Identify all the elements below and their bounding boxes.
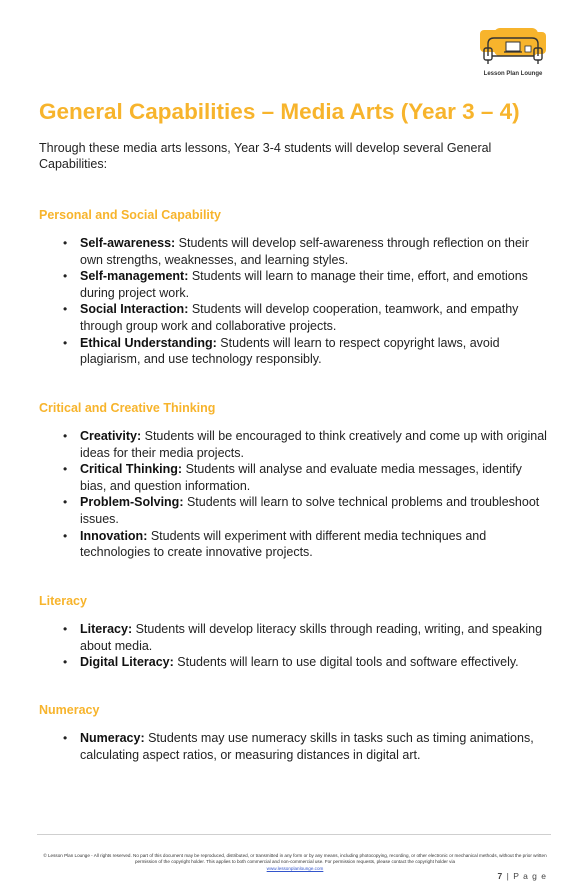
list-item	[39, 621, 549, 654]
footer-divider	[37, 834, 551, 835]
brand-name: Lesson Plan Lounge	[483, 71, 543, 77]
section-personal-social	[39, 208, 549, 368]
list-item	[39, 494, 549, 527]
item-text: Students will experiment with different media techniques and technologies to create innovative projects.	[80, 528, 487, 560]
section-literacy	[39, 594, 549, 671]
bullet-icon: •	[63, 731, 68, 745]
copyright-text: © Lesson Plan Lounge - All rights reserved. No part of this document may be reproduced, distributed, or transmitted in any form or by any means, including photocopying, recording, or other electronic or mechanical methods, without the prior written permission of the copyright holder. This applies to both commercial and non-commercial use. For permission requests, please contact the copyright holder via	[43, 853, 547, 865]
list-item	[39, 335, 549, 368]
bullet-icon: •	[63, 236, 68, 250]
item-term: Critical Thinking:	[80, 462, 183, 477]
bullet-icon: •	[63, 655, 68, 670]
capability-list	[39, 621, 549, 671]
section-heading: Personal and Social Capability	[39, 208, 222, 222]
section-heading: Numeracy	[39, 703, 100, 717]
bullet-icon: •	[63, 528, 68, 543]
item-term: Creativity:	[80, 429, 142, 443]
item-term: Innovation:	[80, 528, 148, 543]
website-link[interactable]: www.lessonplanlounge.com	[266, 865, 324, 871]
list-item	[39, 461, 549, 494]
page-title: General Capabilities – Media Arts (Year 3 – 4)	[39, 99, 520, 124]
list-item	[39, 301, 549, 334]
page-number-value: 7	[497, 871, 504, 881]
list-item	[39, 268, 549, 301]
item-text: Students may use numeracy skills in tasks such as timing animations, calculating aspect ratios, or measuring distances in digital art.	[80, 731, 534, 762]
item-text: Students will develop cooperation, teamwork, and empathy through group work and collaborative projects.	[80, 302, 519, 333]
item-term: Self-awareness:	[80, 236, 176, 250]
bullet-icon: •	[63, 335, 68, 350]
list-item	[39, 528, 549, 561]
list-item	[39, 654, 549, 671]
item-text: Students will develop literacy skills through reading, writing, and speaking about media.	[80, 622, 543, 653]
capability-list	[39, 235, 549, 368]
bullet-icon: •	[63, 462, 68, 477]
capability-list	[39, 428, 549, 561]
list-item	[39, 730, 549, 763]
item-term: Digital Literacy:	[80, 655, 174, 670]
intro-paragraph: Through these media arts lessons, Year 3-4 students will develop several General Capabilities:	[39, 141, 492, 171]
page-label: | P a g e	[506, 871, 547, 881]
list-item	[39, 428, 549, 461]
section-heading: Literacy	[39, 594, 87, 608]
item-text: Students will learn to manage their time, effort, and emotions during project work.	[80, 269, 528, 300]
bullet-icon: •	[63, 429, 68, 443]
item-term: Social Interaction:	[80, 302, 189, 317]
footer-copyright	[40, 853, 550, 872]
item-term: Literacy:	[80, 622, 133, 636]
item-term: Numeracy:	[80, 731, 145, 745]
item-term: Self-management:	[80, 269, 189, 284]
item-text: Students will analyse and evaluate media messages, identify bias, and question information.	[80, 462, 522, 493]
bullet-icon: •	[63, 622, 68, 636]
section-heading: Critical and Creative Thinking	[39, 401, 216, 415]
item-text: Students will learn to use digital tools and software effectively.	[173, 655, 519, 670]
section-critical-creative	[39, 401, 549, 561]
item-text: Students will be encouraged to think creatively and come up with original ideas for their media projects.	[80, 429, 547, 460]
item-term: Ethical Understanding:	[80, 335, 217, 350]
item-term: Problem-Solving:	[80, 495, 184, 510]
item-text: Students will learn to solve technical problems and troubleshoot issues.	[80, 495, 540, 526]
bullet-icon: •	[63, 269, 68, 284]
section-numeracy	[39, 703, 549, 763]
bullet-icon: •	[63, 302, 68, 317]
page-number	[498, 871, 547, 881]
bullet-icon: •	[63, 495, 68, 510]
item-text: Students will learn to respect copyright laws, avoid plagiarism, and use technology responsibly.	[80, 335, 500, 367]
list-item	[39, 235, 549, 268]
capability-list	[39, 730, 549, 763]
item-text: Students will develop self-awareness through reflection on their own strengths, weaknesses, and learning styles.	[80, 236, 529, 267]
